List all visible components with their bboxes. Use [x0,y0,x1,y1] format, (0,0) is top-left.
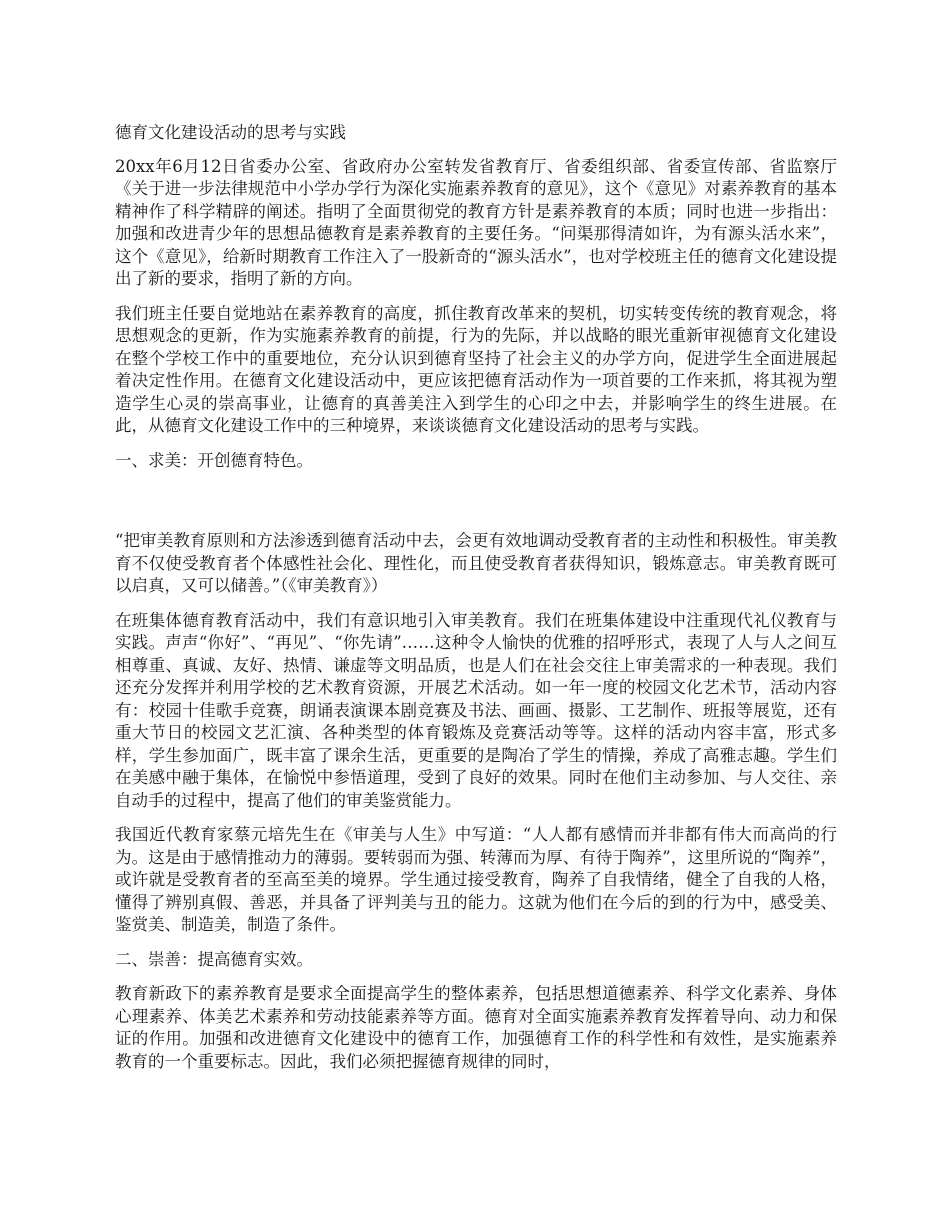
paragraph-quote: “把审美教育原则和方法渗透到德育活动中去，会更有效地调动受教育者的主动性和积极性。审美教育不仅使受教育者个体感性社会化、理性化，而且使受教育者获得知识，锻炼意志。审美教育既可以启真，又可以储善。”（《审美教育》） [115,531,837,595]
blank-space [115,484,837,530]
paragraph-teachers-role: 我们班主任要自觉地站在素养教育的高度，抓住教育改革来的契机，切实转变传统的教育观念，将思想观念的更新，作为实施素养教育的前提，行为的先际，并以战略的眼光重新审视德育文化建设在整个学校工作中的重要地位，充分认识到德育坚持了社会主义的办学方向，促进学生全面进展起着决定性作用。在德育文化建设活动中，更应该把德育活动作为一项首要的工作来抓，将其视为塑造学生心灵的崇高事业，让德育的真善美注入到学生的心印之中去，并影响学生的终生进展。在此，从德育文化建设工作中的三种境界，来谈谈德育文化建设活动的思考与实践。 [115,303,837,435]
paragraph-quality-education: 教育新政下的素养教育是要求全面提高学生的整体素养，包括思想道德素养、科学文化素养、身体心理素养、体美艺术素养和劳动技能素养等方面。德育对全面实施素养教育发挥着导向、动力和保证的作用。加强和改进德育文化建设中的德育工作，加强德育工作的科学性和有效性，是实施素养教育的一个重要标志。因此，我们必须把握德育规律的同时， [115,984,837,1071]
paragraph-intro: 20xx年6月12日省委办公室、省政府办公室转发省教育厅、省委组织部、省委宣传部、省监察厅《关于进一步法律规范中小学办学行为深化实施素养教育的意见》，这个《意见》对素养教育的基本精神作了科学精辟的阐述。指明了全面贯彻党的教育方针是素养教育的本质；同时也进一步指出：加强和改进青少年的思想品德教育是素养教育的主要任务。“问渠那得清如许，为有源头活水来”，这个《意见》，给新时期教育工作注入了一股新奇的“源头活水”，也对学校班主任的德育文化建设提出了新的要求，指明了新的方向。 [115,156,837,288]
section-heading-2: 二、崇善：提高德育实效。 [115,949,313,969]
document-page [115,122,837,1085]
document-title: 德育文化建设活动的思考与实践 [115,123,346,142]
section-heading-1: 一、求美：开创德育特色。 [115,450,313,470]
paragraph-cai-yuanpei: 我国近代教育家蔡元培先生在《审美与人生》中写道：“人人都有感情而并非都有伟大而高尚的行为。这是由于感情推动力的薄弱。要转弱而为强、转薄而为厚、有待于陶养”，这里所说的“陶养”，或许就是受教育者的至高至美的境界。学生通过接受教育，陶养了自我情绪，健全了自我的人格，懂得了辨别真假、善恶，并具备了评判美与丑的能力。这就为他们在今后的到的行为中，感受美、鉴赏美、制造美，制造了条件。 [115,825,837,934]
paragraph-aesthetic-education: 在班集体德育教育活动中，我们有意识地引入审美教育。我们在班集体建设中注重现代礼仪教育与实践。声声“你好”、“再见”、“你先请”……这种令人愉快的优雅的招呼形式，表现了人与人之间互相尊重、真诚、友好、热情、谦虚等文明品质，也是人们在社会交往上审美需求的一种表现。我们还充分发挥并利用学校的艺术教育资源，开展艺术活动。如一年一度的校园文化艺术节，活动内容有：校园十佳歌手竞赛，朗诵表演课本剧竞赛及书法、画画、摄影、工艺制作、班报等展览，还有重大节日的校园文艺汇演、各种类型的体育锻炼及竞赛活动等等。这样的活动内容丰富，形式多样，学生参加面广，既丰富了课余生活，更重要的是陶冶了学生的情操，养成了高雅志趣。学生们在美感中融于集体，在愉悦中参悟道理，受到了良好的效果。同时在他们主动参加、与人交往、亲自动手的过程中，提高了他们的审美鉴赏能力。 [115,610,837,810]
